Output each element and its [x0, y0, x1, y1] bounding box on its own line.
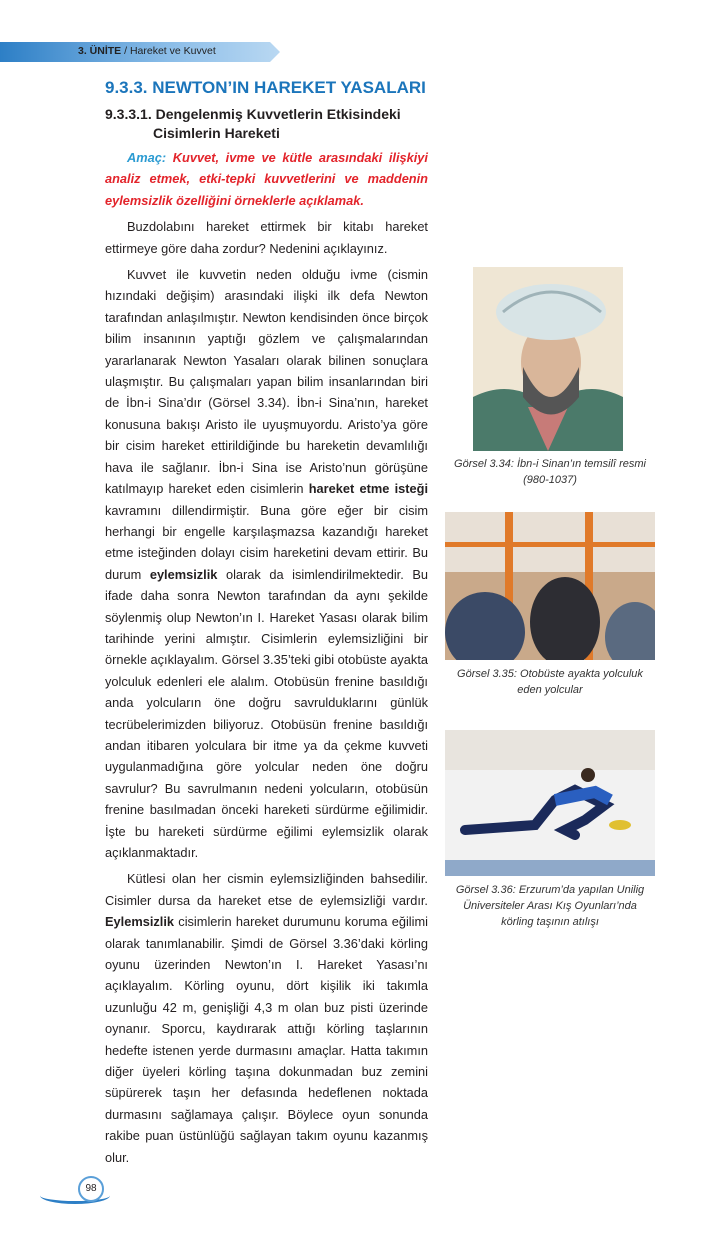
figure-caption-3-35: Görsel 3.35: Otobüste ayakta yolculuk eden yolcular [457, 668, 643, 696]
paragraph-question [105, 216, 428, 259]
paragraph-curling [105, 868, 428, 1168]
figure-caption-3-34: Görsel 3.34: İbn-i Sinan’ın temsilî resmi (980-1037) [454, 458, 646, 486]
paragraph-text: kavramını dillendirmiştir. Buna göre eğer bir cisim herhangi bir engelle karşılaşmazsa kazandığı hareket etme isteğinden dolayı cisim hareketini devam ettirir. Bu durum [105, 502, 428, 582]
ibn-sina-portrait-image [473, 267, 623, 451]
bold-term: hareket etme isteği [308, 481, 429, 497]
unit-label: 3. ÜNİTE [78, 45, 122, 57]
paragraph-inertia [105, 264, 428, 863]
subsection-title-line2: Cisimlerin Hareketi [153, 125, 280, 141]
unit-topic: Hareket ve Kuvvet [129, 45, 216, 57]
paragraph-text: olarak da isimlendirilmektedir. Bu ifade daha sonra Newton tarafından da aynı şekilde söylenmiş olup Newton’ın I. Hareket Yasası olarak bilim tarihinde yerini almıştır. Cisimlerin eylemsizliğini bir örnekle açıklayalım. Görsel 3.35’teki gibi otobüste ayakta yolculuk edenleri ele alalım. Otobüsün frenine basıldığı anda yolcuların öne doğru savrulduklarını günlük tecrübelerimizden biliyoruz. Otobüsün frenine basıldığı andan itibaren yolculara bir itme ya da çekme kuvveti uygulanmadığına göre yolcular neden öne doğru savrulur? Bu savrulmanın nedeni yolcuların, otobüsün frenine basılmadan önceki hareketi sürdürme eğilimidir. İşte bu hareketi sürdürme eğilimi eylemsizlik olarak açıklanmaktadır. [105, 566, 428, 860]
curling-image [445, 730, 655, 876]
objective [105, 147, 428, 211]
page-number-area [40, 1176, 120, 1206]
objective-label: Amaç: [127, 150, 167, 165]
subsection-title-line1: 9.3.3.1. Dengelenmiş Kuvvetlerin Etkisindeki [105, 106, 401, 122]
page-number: 98 [78, 1176, 104, 1202]
figure-caption-3-36: Görsel 3.36: Erzurum’da yapılan Unilig Üniversiteler Arası Kış Oyunları’nda körling taşının atılışı [455, 884, 645, 928]
bold-term: eylemsizlik [149, 566, 218, 582]
paragraph-text: Kütlesi olan her cismin eylemsizliğinden bahsedilir. Cisimler dursa da hareket etse de eylemsizliği vardır. [105, 871, 428, 908]
paragraph-text: Kuvvet ile kuvvetin neden olduğu ivme (cismin hızındaki değişim) arasındaki ilişki ilk defa Newton tarafından anlaşılmıştır. Newton kendisinden önce birçok bilim insanının yaptığı gözlem ve çalışmalarından yararlanarak Newton Yasaları olarak bilinen sonuçlara ulaşmıştır. Bu çalışmaları yapan bilim insanlarından biri de İbn-i Sina’dır (Görsel 3.34). İbn-i Sina’nın, hareket konusuna bakışı Aristo ile uyuşmuyordu. Aristo’ya göre bir cisim hareket ettirildiğinde bu hareketin devamlılığı hava ile sağlanır. İbn-i Sina ise Aristo’nun görüşüne katılmayıp hareket eden cisimlerin [105, 267, 428, 497]
section-title: 9.3.3. NEWTON’IN HAREKET YASALARI [105, 78, 426, 97]
paragraph-text: Buzdolabını hareket ettirmek bir kitabı hareket ettirmeye göre daha zordur? Nedenini açıklayınız. [105, 219, 428, 256]
paragraph-text: cisimlerin hareket durumunu koruma eğilimi olarak tanımlanabilir. Şimdi de Görsel 3.36’daki körling oyunu üzerinden Newton’ın I. Hareket Yasası’nı açıklayalım. Körling oyunu, dört kişilik iki takımla uzunluğu 42 m, genişliği 4,3 m olan buz pisti üzerinde oynanır. Sporcu, kaydırarak attığı körling taşlarının hedefte istenen yerde durmasını amaçlar. Hatta takımın diğer üyeleri körling taşına dokunmadan buz zemini süpürerek taşın her defasında hedeflenen noktada durmasını sağlamaya çalışır. Böylece oyun sonunda rakibe puan üstünlüğü sağlayan takım oyunu kazanmış olur. [105, 914, 428, 1165]
header-separator: / [121, 45, 130, 57]
objective-text: Kuvvet, ivme ve kütle arasındaki ilişkiyi analiz etmek, etki-tepki kuvvetlerini ve maddenin eylemsizlik özelliğini örneklerle açıklamak. [105, 150, 428, 208]
bold-term: Eylemsizlik [105, 914, 175, 930]
bus-passengers-image [445, 512, 655, 660]
